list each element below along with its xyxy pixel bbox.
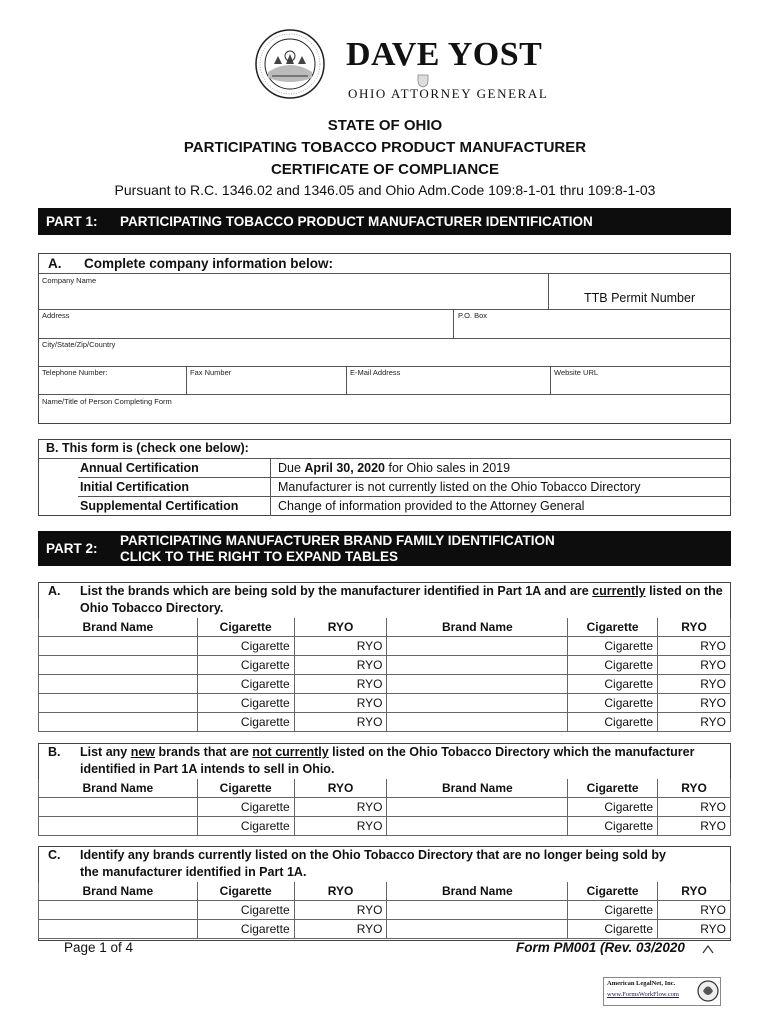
option-annual-label[interactable]: Annual Certification — [80, 461, 199, 475]
city-field[interactable] — [40, 349, 728, 365]
po-box-field[interactable] — [455, 320, 729, 338]
col-brand-name: Brand Name — [39, 618, 198, 637]
part1-label: PART 1: — [46, 214, 98, 229]
p2-a-instruction-line2: Ohio Tobacco Directory. — [80, 601, 224, 615]
col-ryo: RYO — [658, 882, 731, 901]
part2-label: PART 2: — [46, 541, 98, 556]
table-row — [39, 656, 731, 675]
ttb-permit-field[interactable] — [550, 274, 730, 308]
address-field[interactable] — [40, 320, 450, 338]
address-label: Address — [42, 311, 70, 320]
divider — [550, 366, 551, 394]
p2-b-letter: B. — [48, 745, 61, 759]
col-brand-name: Brand Name — [387, 779, 568, 798]
col-ryo: RYO — [294, 882, 387, 901]
city-label: City/State/Zip/Country — [42, 340, 116, 349]
telephone-label: Telephone Number: — [42, 368, 108, 377]
ryo-checkbox[interactable]: RYO — [294, 817, 387, 836]
ryo-checkbox[interactable]: RYO — [294, 637, 387, 656]
brand-name-input[interactable] — [387, 817, 568, 836]
ryo-checkbox[interactable]: RYO — [294, 920, 387, 939]
cigarette-checkbox[interactable]: Cigarette — [568, 713, 658, 732]
divider — [186, 366, 187, 394]
cigarette-checkbox[interactable]: Cigarette — [197, 920, 294, 939]
table-row — [39, 817, 731, 836]
website-label: Website URL — [554, 368, 599, 377]
col-brand-name: Brand Name — [39, 779, 198, 798]
cigarette-checkbox[interactable]: Cigarette — [568, 817, 658, 836]
brand-name-input[interactable] — [387, 713, 568, 732]
ryo-checkbox[interactable]: RYO — [294, 656, 387, 675]
cigarette-checkbox[interactable]: Cigarette — [197, 656, 294, 675]
company-name-field[interactable] — [40, 284, 545, 308]
ryo-checkbox[interactable]: RYO — [658, 637, 731, 656]
page-number: Page 1 of 4 — [64, 940, 134, 955]
email-field[interactable] — [348, 377, 546, 393]
company-name-label: Company Name — [42, 276, 97, 285]
table-row — [39, 920, 731, 939]
p2-c-instruction: Identify any brands currently listed on the Ohio Tobacco Directory that are no longer being sold by — [80, 848, 666, 862]
fax-label: Fax Number — [190, 368, 232, 377]
p2-a-letter: A. — [48, 584, 61, 598]
ryo-checkbox[interactable]: RYO — [658, 694, 731, 713]
table-row — [39, 713, 731, 732]
divider — [38, 458, 731, 459]
table-row — [39, 637, 731, 656]
pursuant-statute-line: Pursuant to R.C. 1346.02 and 1346.05 and Ohio Adm.Code 109:8-1-01 thru 109:8-1-03 — [114, 182, 656, 198]
divider — [548, 273, 549, 309]
col-ryo: RYO — [294, 618, 387, 637]
brand-name-input[interactable] — [387, 798, 568, 817]
title-manufacturer: PARTICIPATING TOBACCO PRODUCT MANUFACTURER — [183, 139, 587, 156]
divider — [78, 477, 731, 478]
ryo-checkbox[interactable]: RYO — [658, 798, 731, 817]
brand-name-input[interactable] — [39, 817, 198, 836]
col-brand-name: Brand Name — [387, 882, 568, 901]
website-field[interactable] — [552, 377, 728, 393]
cigarette-checkbox[interactable]: Cigarette — [568, 656, 658, 675]
col-cigarette: Cigarette — [197, 618, 294, 637]
form-revision-mark-icon — [702, 944, 714, 954]
name-title-field[interactable] — [40, 406, 728, 422]
publisher-logo-icon — [697, 979, 719, 1003]
part2-header-bar[interactable] — [38, 531, 731, 566]
publisher-name: American LegalNet, Inc. — [607, 980, 676, 987]
brand-name-input[interactable] — [39, 656, 198, 675]
brand-name-input[interactable] — [387, 901, 568, 920]
section-b-title: B. This form is (check one below): — [46, 441, 249, 455]
brands-table-c — [38, 882, 731, 939]
col-brand-name: Brand Name — [39, 882, 198, 901]
ttb-permit-label: TTB Permit Number — [584, 291, 696, 305]
ryo-checkbox[interactable]: RYO — [294, 798, 387, 817]
cigarette-checkbox[interactable]: Cigarette — [197, 637, 294, 656]
section-a-letter: A. — [48, 256, 62, 271]
ryo-checkbox[interactable]: RYO — [294, 901, 387, 920]
col-cigarette: Cigarette — [197, 779, 294, 798]
col-ryo: RYO — [658, 779, 731, 798]
brand-name-input[interactable] — [387, 637, 568, 656]
section-a-title: Complete company information below: — [84, 256, 334, 271]
brand-name-input[interactable] — [387, 675, 568, 694]
title-state: STATE OF OHIO — [327, 117, 443, 134]
ryo-checkbox[interactable]: RYO — [294, 675, 387, 694]
brand-name-input[interactable] — [39, 694, 198, 713]
p2-c-instruction-line2: the manufacturer identified in Part 1A. — [80, 865, 307, 879]
ryo-checkbox[interactable]: RYO — [658, 817, 731, 836]
form-number: Form PM001 (Rev. 03/2020 — [516, 940, 685, 955]
ryo-checkbox[interactable]: RYO — [658, 713, 731, 732]
ryo-checkbox[interactable]: RYO — [658, 901, 731, 920]
option-annual-desc: Due April 30, 2020 for Ohio sales in 2019 — [278, 461, 511, 475]
ohio-seal-logo — [254, 28, 326, 100]
ryo-checkbox[interactable]: RYO — [658, 920, 731, 939]
table-row — [39, 901, 731, 920]
divider — [270, 458, 271, 516]
ryo-checkbox[interactable]: RYO — [658, 675, 731, 694]
col-brand-name: Brand Name — [387, 618, 568, 637]
brand-name-input[interactable] — [39, 901, 198, 920]
col-ryo: RYO — [658, 618, 731, 637]
po-box-label: P.O. Box — [458, 311, 488, 320]
part1-title: PARTICIPATING TOBACCO PRODUCT MANUFACTURER IDENTIFICATION — [120, 214, 593, 229]
option-initial-label[interactable]: Initial Certification — [80, 480, 190, 494]
cigarette-checkbox[interactable]: Cigarette — [568, 798, 658, 817]
col-ryo: RYO — [294, 779, 387, 798]
brands-table-b — [38, 779, 731, 836]
col-cigarette: Cigarette — [568, 779, 658, 798]
publisher-url[interactable]: www.FormsWorkFlow.com — [607, 991, 679, 998]
brand-name-input[interactable] — [39, 920, 198, 939]
cigarette-checkbox[interactable]: Cigarette — [568, 675, 658, 694]
brand-name-input[interactable] — [39, 675, 198, 694]
cigarette-checkbox[interactable]: Cigarette — [568, 920, 658, 939]
divider — [38, 338, 731, 339]
divider — [38, 366, 731, 367]
col-cigarette: Cigarette — [568, 882, 658, 901]
brand-name-input[interactable] — [39, 713, 198, 732]
title-certificate: CERTIFICATE OF COMPLIANCE — [270, 161, 500, 178]
cigarette-checkbox[interactable]: Cigarette — [197, 675, 294, 694]
col-cigarette: Cigarette — [197, 882, 294, 901]
divider — [38, 309, 731, 310]
cigarette-checkbox[interactable]: Cigarette — [568, 637, 658, 656]
divider — [453, 309, 454, 338]
divider — [346, 366, 347, 394]
p2-a-instruction: List the brands which are being sold by the manufacturer identified in Part 1A and are currently listed on the — [80, 584, 723, 598]
ryo-checkbox[interactable]: RYO — [294, 694, 387, 713]
divider — [38, 394, 731, 395]
cigarette-checkbox[interactable]: Cigarette — [197, 694, 294, 713]
ryo-checkbox[interactable]: RYO — [294, 713, 387, 732]
table-row — [39, 798, 731, 817]
brand-name-input[interactable] — [387, 694, 568, 713]
divider — [78, 496, 731, 497]
p2-b-instruction: List any new brands that are not currently listed on the Ohio Tobacco Directory which the manufacturer — [80, 745, 695, 759]
attorney-general-subtitle: OHIO ATTORNEY GENERAL — [348, 86, 549, 101]
option-initial-desc: Manufacturer is not currently listed on the Ohio Tobacco Directory — [278, 480, 641, 494]
p2-c-letter: C. — [48, 848, 61, 862]
brands-table-a — [38, 618, 731, 732]
part2-expand-hint: CLICK TO THE RIGHT TO EXPAND TABLES — [120, 549, 399, 564]
p2-b-instruction-line2: identified in Part 1A intends to sell in Ohio. — [80, 762, 335, 776]
cigarette-checkbox[interactable]: Cigarette — [568, 694, 658, 713]
fax-field[interactable] — [188, 377, 343, 393]
attorney-general-name: DAVE YOST — [346, 36, 543, 73]
col-cigarette: Cigarette — [568, 618, 658, 637]
brand-name-input[interactable] — [387, 920, 568, 939]
telephone-field[interactable] — [40, 377, 182, 393]
cigarette-checkbox[interactable]: Cigarette — [197, 713, 294, 732]
cigarette-checkbox[interactable]: Cigarette — [197, 817, 294, 836]
table-row — [39, 675, 731, 694]
part2-title: PARTICIPATING MANUFACTURER BRAND FAMILY IDENTIFICATION — [120, 533, 555, 548]
ryo-checkbox[interactable]: RYO — [658, 656, 731, 675]
name-title-label: Name/Title of Person Completing Form — [42, 397, 172, 406]
option-supplemental-desc: Change of information provided to the Attorney General — [278, 499, 585, 513]
email-label: E-Mail Address — [350, 368, 401, 377]
brand-name-input[interactable] — [387, 656, 568, 675]
table-row — [39, 694, 731, 713]
cigarette-checkbox[interactable]: Cigarette — [568, 901, 658, 920]
brand-name-input[interactable] — [39, 637, 198, 656]
brand-name-input[interactable] — [39, 798, 198, 817]
part1-header-bar — [38, 208, 731, 235]
cigarette-checkbox[interactable]: Cigarette — [197, 798, 294, 817]
cigarette-checkbox[interactable]: Cigarette — [197, 901, 294, 920]
option-supplemental-label[interactable]: Supplemental Certification — [80, 499, 239, 513]
